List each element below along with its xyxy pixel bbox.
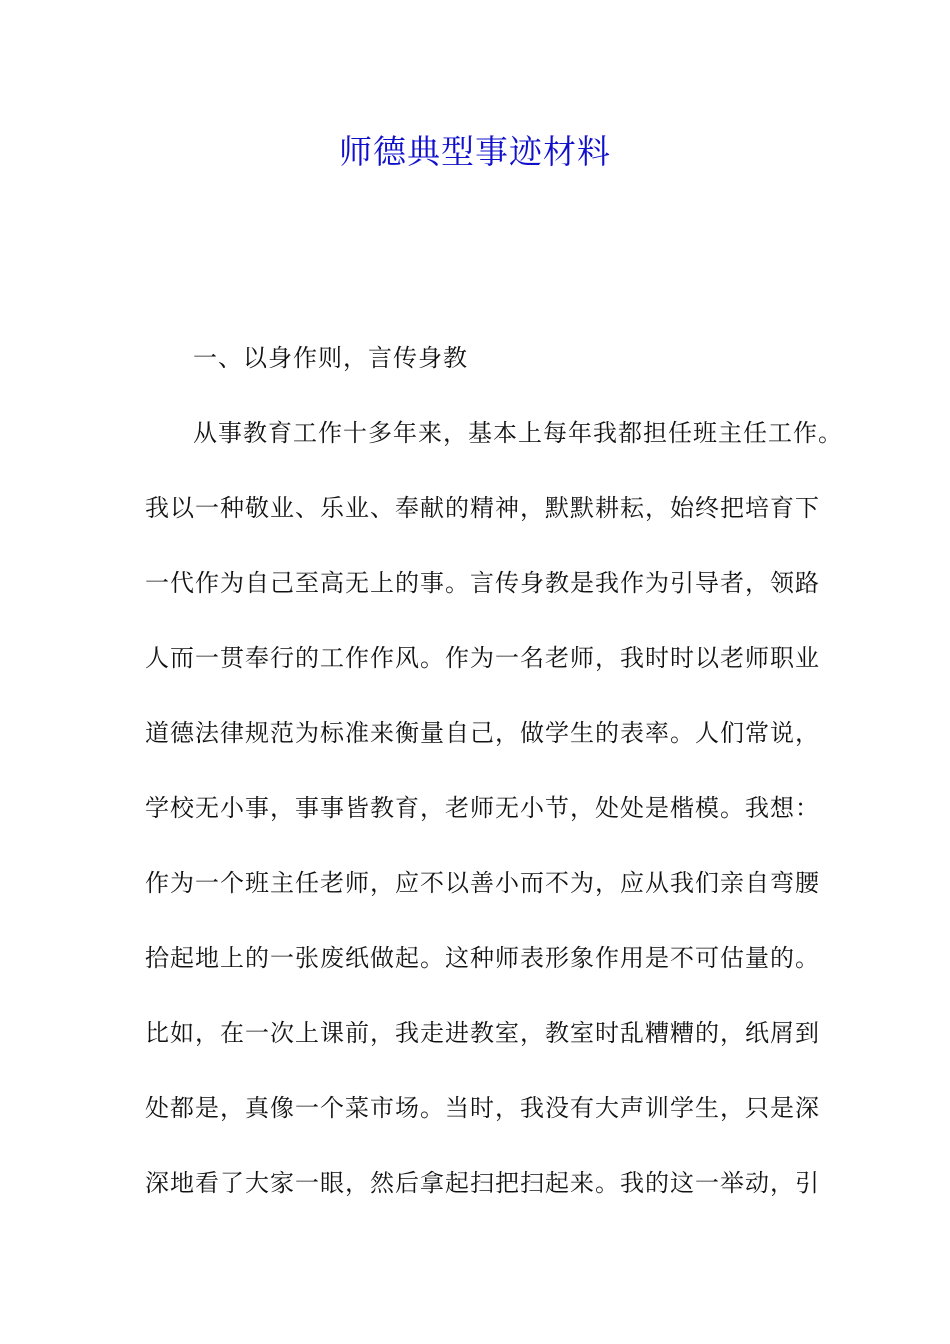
paragraph-line-8: 拾起地上的一张废纸做起。这种师表形象作用是不可估量的。 — [145, 944, 820, 972]
paragraph-line-10: 处都是，真像一个菜市场。当时，我没有大声训学生，只是深 — [145, 1094, 820, 1122]
paragraph-line-3: 一代作为自己至高无上的事。言传身教是我作为引导者，领路 — [145, 569, 820, 597]
paragraph-line-11: 深地看了大家一眼，然后拿起扫把扫起来。我的这一举动，引 — [145, 1169, 820, 1197]
paragraph-line-6: 学校无小事，事事皆教育，老师无小节，处处是楷模。我想： — [145, 794, 820, 822]
paragraph-line-1: 从事教育工作十多年来，基本上每年我都担任班主任工作。 — [193, 419, 843, 447]
paragraph-line-5: 道德法律规范为标准来衡量自己，做学生的表率。人们常说， — [145, 719, 820, 747]
paragraph-line-7: 作为一个班主任老师，应不以善小而不为，应从我们亲自弯腰 — [145, 869, 820, 897]
section-heading: 一、以身作则，言传身教 — [193, 344, 468, 372]
document-title: 师德典型事迹材料 — [339, 132, 611, 171]
paragraph-line-9: 比如，在一次上课前，我走进教室，教室时乱糟糟的，纸屑到 — [145, 1019, 820, 1047]
paragraph-line-2: 我以一种敬业、乐业、奉献的精神，默默耕耘，始终把培育下 — [145, 494, 820, 522]
paragraph-line-4: 人而一贯奉行的工作作风。作为一名老师，我时时以老师职业 — [145, 644, 820, 672]
